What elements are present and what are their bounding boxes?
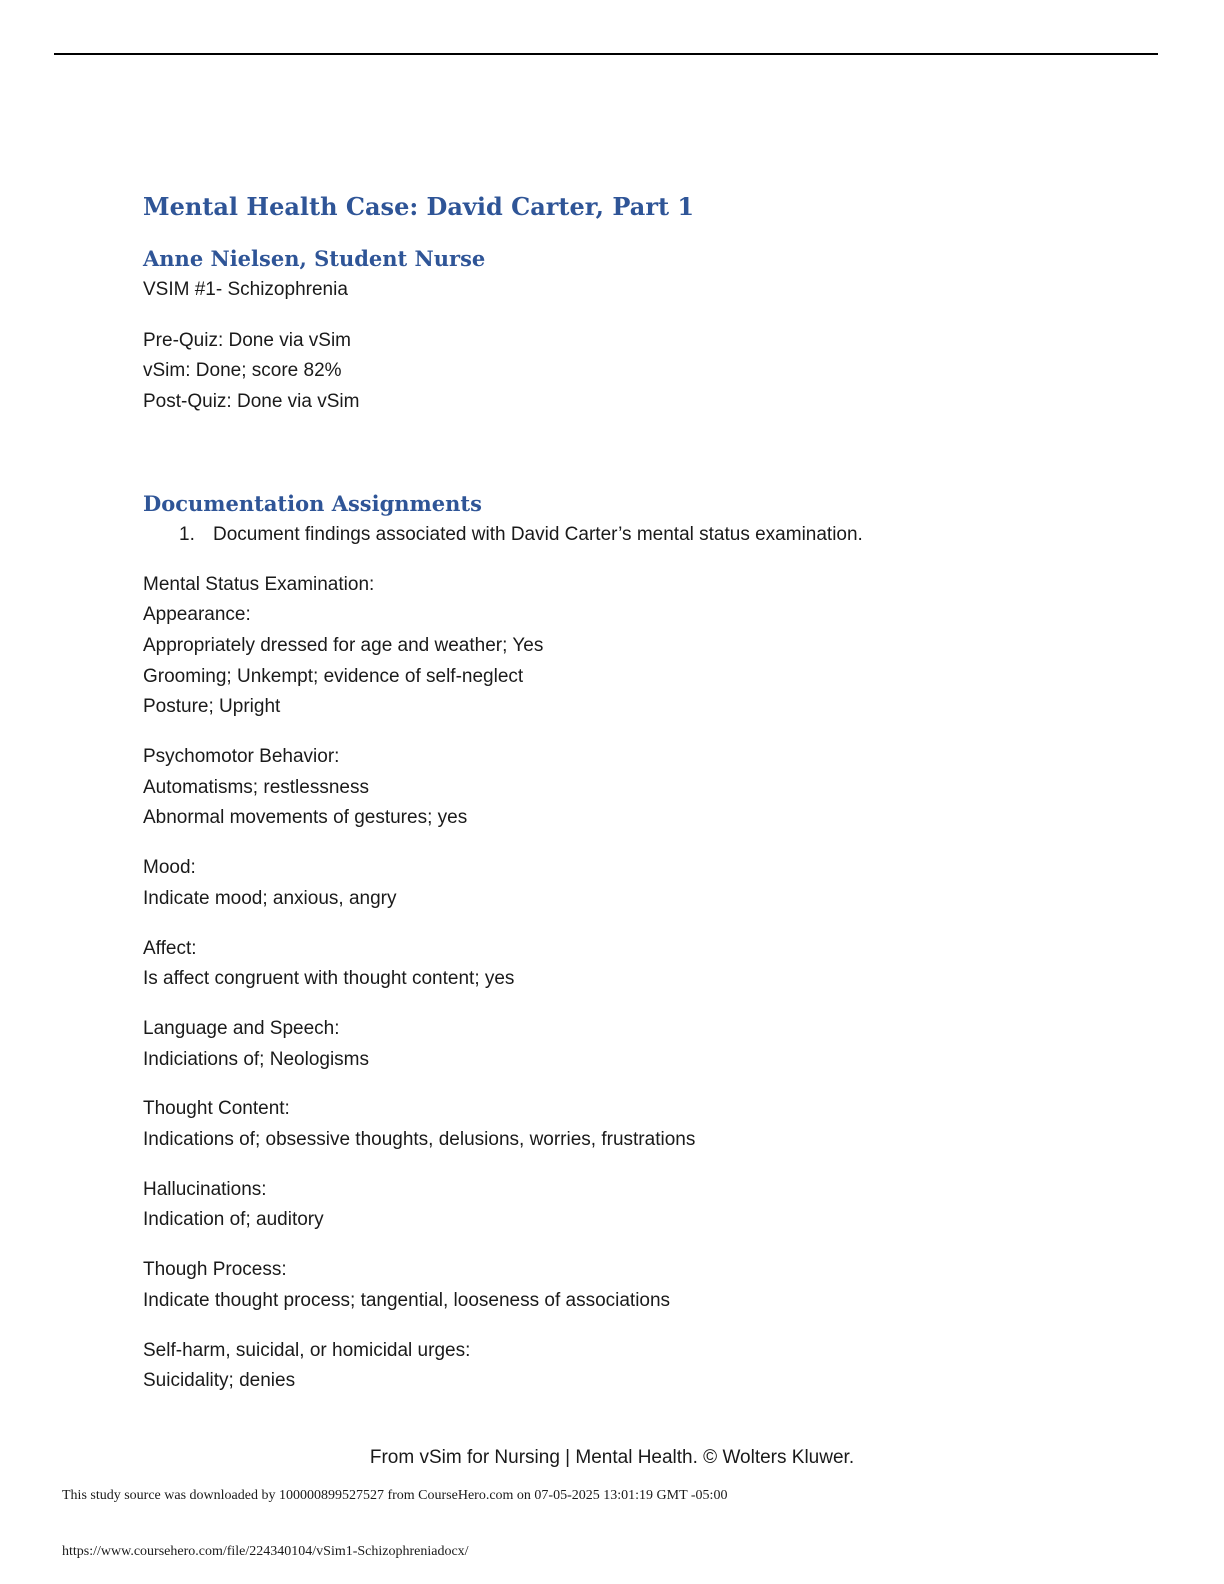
status-line: Pre-Quiz: Done via vSim	[143, 329, 352, 351]
vsim-line: VSIM #1- Schizophrenia	[143, 279, 348, 300]
mse-finding: Grooming; Unkempt; evidence of self-neglect	[143, 665, 524, 687]
mse-heading: Language and Speech:	[143, 1017, 340, 1039]
mse-section-psychomotor	[143, 742, 1123, 834]
assignment-item	[143, 520, 1123, 551]
mse-section-thought-process	[143, 1255, 1123, 1316]
mse-finding: Indiciations of; Neologisms	[143, 1048, 369, 1070]
mse-finding: Indication of; auditory	[143, 1209, 324, 1231]
assignments-heading: Documentation Assignments	[143, 490, 482, 516]
mse-heading: Though Process:	[143, 1259, 287, 1281]
mse-heading: Thought Content:	[143, 1098, 290, 1120]
document-body	[143, 188, 1123, 1397]
source-url[interactable]: https://www.coursehero.com/file/224340104/vSim1-Schizophreniadocx/	[62, 1544, 469, 1559]
mse-section-hallucinations	[143, 1175, 1123, 1236]
mse-finding: Indicate thought process; tangential, looseness of associations	[143, 1289, 671, 1311]
mse-finding: Abnormal movements of gestures; yes	[143, 807, 468, 829]
mse-heading: Mental Status Examination:	[143, 573, 375, 595]
mse-section-mood	[143, 853, 1123, 914]
mse-section-self-harm	[143, 1336, 1123, 1397]
mse-heading: Mood:	[143, 857, 196, 879]
mse-section-thought-content	[143, 1094, 1123, 1155]
mse-finding: Indicate mood; anxious, angry	[143, 887, 397, 909]
assignment-text: Document findings associated with David Carter’s mental status examination.	[213, 523, 863, 545]
document-title: Mental Health Case: David Carter, Part 1	[143, 192, 695, 221]
mse-heading: Hallucinations:	[143, 1178, 267, 1200]
mse-section-appearance	[143, 570, 1123, 724]
mse-section-language	[143, 1014, 1123, 1075]
mse-finding: Automatisms; restlessness	[143, 776, 369, 798]
mse-finding: Indications of; obsessive thoughts, delusions, worries, frustrations	[143, 1129, 696, 1151]
mse-finding: Posture; Upright	[143, 696, 281, 718]
mse-heading: Self-harm, suicidal, or homicidal urges:	[143, 1339, 471, 1361]
status-block	[143, 326, 1123, 418]
page-footer: From vSim for Nursing | Mental Health. © Wolters Kluwer.	[369, 1447, 855, 1468]
status-line: Post-Quiz: Done via vSim	[143, 391, 360, 413]
mse-heading: Affect:	[143, 937, 197, 959]
download-watermark: This study source was downloaded by 100000899527527 from CourseHero.com on 07-05-2025 13:01:19 GMT -05:00	[62, 1488, 728, 1503]
mse-finding: Is affect congruent with thought content; yes	[143, 968, 515, 990]
top-rule	[54, 53, 1158, 55]
student-heading: Anne Nielsen, Student Nurse	[143, 246, 486, 271]
mse-heading: Psychomotor Behavior:	[143, 746, 340, 768]
assignment-number: 1.	[179, 523, 195, 545]
mse-subheading: Appearance:	[143, 604, 251, 626]
mse-finding: Suicidality; denies	[143, 1370, 296, 1392]
mse-finding: Appropriately dressed for age and weather; Yes	[143, 634, 544, 656]
status-line: vSim: Done; score 82%	[143, 360, 342, 382]
mse-section-affect	[143, 934, 1123, 995]
